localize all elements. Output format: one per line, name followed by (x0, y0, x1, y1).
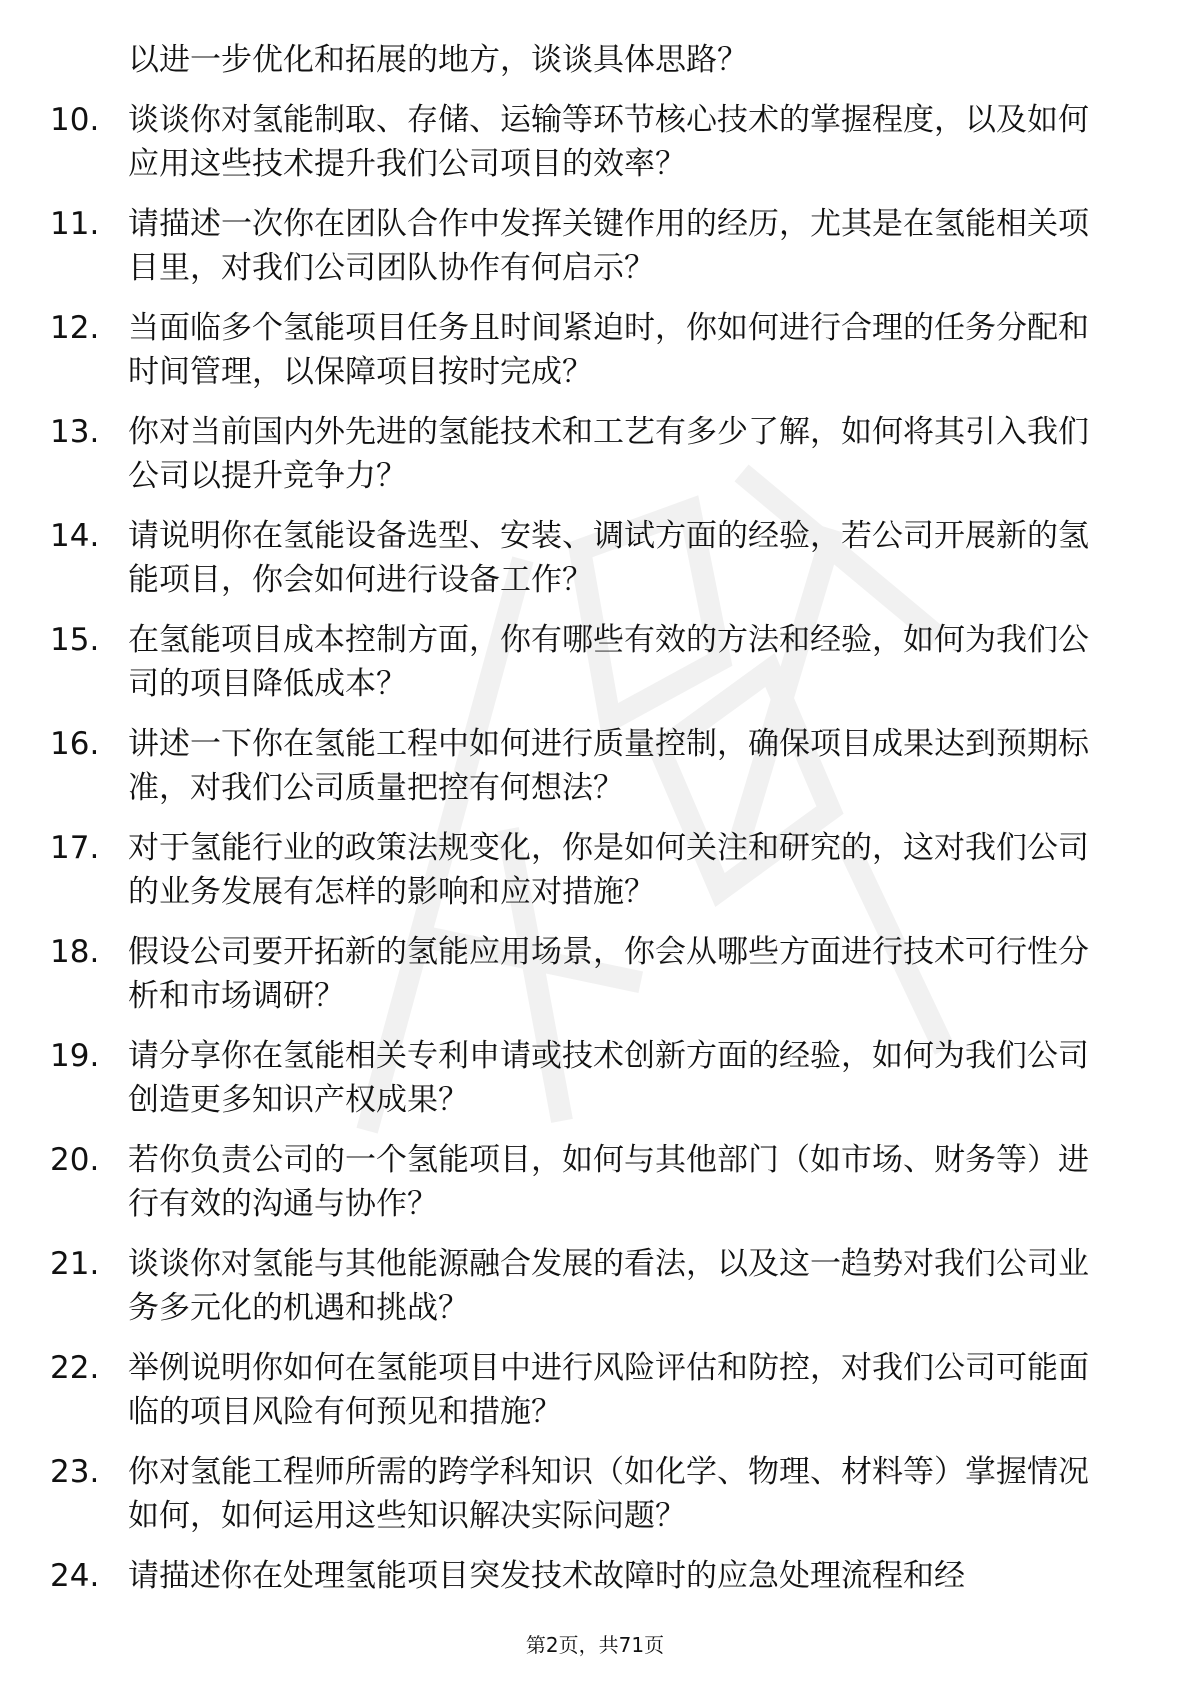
question-number: 15. (50, 622, 100, 658)
question-item (0, 826, 1108, 914)
question-text: 假设公司要开拓新的氢能应用场景，你会从哪些方面进行技术可行性分析和市场调研？ (128, 934, 1089, 1014)
question-number: 17. (50, 830, 100, 866)
question-number: 11. (50, 206, 100, 242)
question-text: 你对当前国内外先进的氢能技术和工艺有多少了解，如何将其引入我们公司以提升竞争力？ (128, 414, 1089, 494)
question-number: 19. (50, 1038, 100, 1074)
question-item (0, 618, 1108, 706)
question-number: 22. (50, 1350, 100, 1386)
question-9-continuation: 以进一步优化和拓展的地方，谈谈具体思路？ (128, 42, 748, 78)
question-text: 你对氢能工程师所需的跨学科知识（如化学、物理、材料等）掌握情况如何，如何运用这些知识解决实际问题？ (128, 1454, 1089, 1534)
question-text: 讲述一下你在氢能工程中如何进行质量控制，确保项目成果达到预期标准，对我们公司质量把控有何想法？ (128, 726, 1089, 806)
question-item (0, 410, 1108, 498)
question-item (0, 1138, 1108, 1226)
question-item (0, 930, 1108, 1018)
question-number: 13. (50, 414, 100, 450)
question-item (0, 1034, 1108, 1122)
question-number: 24. (50, 1558, 100, 1594)
question-text: 请说明你在氢能设备选型、安装、调试方面的经验，若公司开展新的氢能项目，你会如何进行设备工作？ (128, 518, 1089, 598)
question-item (0, 722, 1108, 810)
question-text: 对于氢能行业的政策法规变化，你是如何关注和研究的，这对我们公司的业务发展有怎样的影响和应对措施？ (128, 830, 1089, 910)
question-text: 请分享你在氢能相关专利申请或技术创新方面的经验，如何为我们公司创造更多知识产权成果？ (128, 1038, 1089, 1118)
question-item (0, 1554, 1108, 1598)
question-text: 当面临多个氢能项目任务且时间紧迫时，你如何进行合理的任务分配和时间管理，以保障项目按时完成？ (128, 310, 1089, 390)
question-text: 谈谈你对氢能制取、存储、运输等环节核心技术的掌握程度，以及如何应用这些技术提升我们公司项目的效率？ (128, 102, 1089, 182)
question-item (0, 1346, 1108, 1434)
question-number: 21. (50, 1246, 100, 1282)
question-list (0, 98, 1190, 1598)
question-number: 23. (50, 1454, 100, 1490)
question-item (0, 1242, 1108, 1330)
question-item (0, 1450, 1108, 1538)
question-number: 16. (50, 726, 100, 762)
question-text: 在氢能项目成本控制方面，你有哪些有效的方法和经验，如何为我们公司的项目降低成本？ (128, 622, 1089, 702)
question-item (0, 98, 1108, 186)
question-number: 20. (50, 1142, 100, 1178)
question-item (0, 306, 1108, 394)
question-text: 请描述你在处理氢能项目突发技术故障时的应急处理流程和经 (128, 1558, 965, 1594)
question-text: 请描述一次你在团队合作中发挥关键作用的经历，尤其是在氢能相关项目里，对我们公司团队协作有何启示？ (128, 206, 1089, 286)
question-text: 谈谈你对氢能与其他能源融合发展的看法，以及这一趋势对我们公司业务多元化的机遇和挑战？ (128, 1246, 1089, 1326)
question-number: 14. (50, 518, 100, 554)
page-indicator: 第2页，共71页 (525, 1633, 665, 1657)
question-number: 10. (50, 102, 100, 138)
question-item (0, 202, 1108, 290)
question-number: 18. (50, 934, 100, 970)
document-content (0, 38, 1190, 1614)
question-text: 举例说明你如何在氢能项目中进行风险评估和防控，对我们公司可能面临的项目风险有何预见和措施？ (128, 1350, 1089, 1430)
question-number: 12. (50, 310, 100, 346)
question-text: 若你负责公司的一个氢能项目，如何与其他部门（如市场、财务等）进行有效的沟通与协作？ (128, 1142, 1089, 1222)
question-item (0, 514, 1108, 602)
